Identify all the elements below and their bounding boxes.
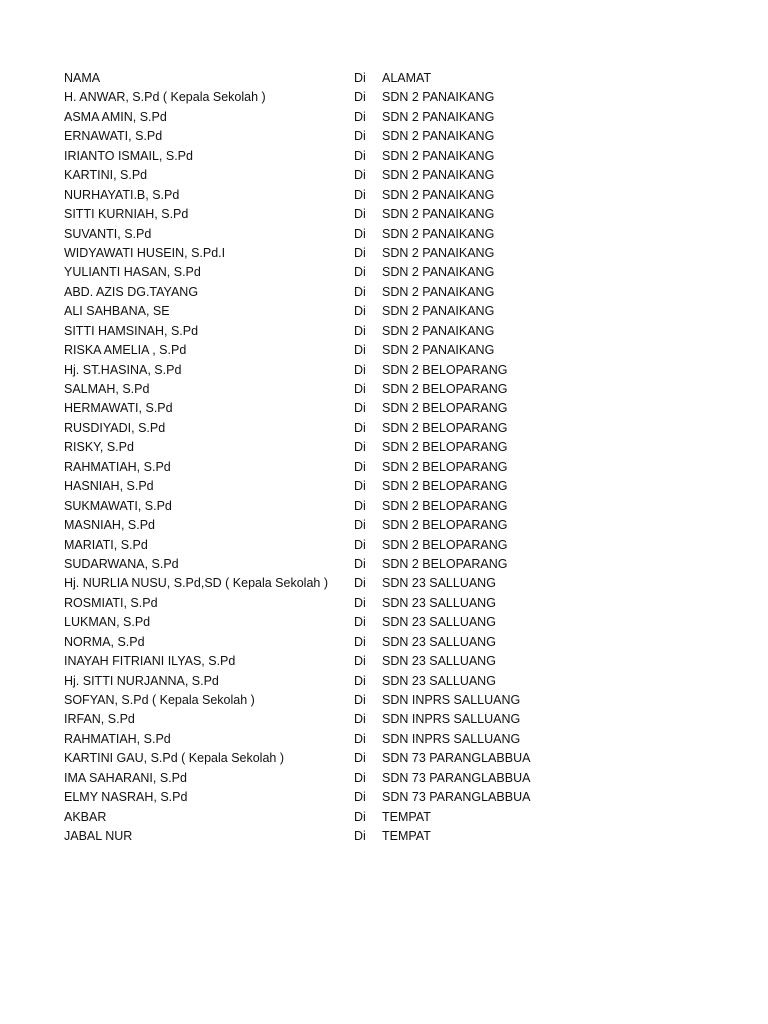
row-di: Di — [354, 615, 366, 630]
row-di: Di — [354, 712, 366, 727]
row-address: SDN 2 BELOPARANG — [382, 420, 508, 435]
row-di: Di — [354, 109, 366, 124]
list-row — [64, 749, 704, 768]
row-address: SDN 2 PANAIKANG — [382, 90, 495, 105]
header-di: Di — [354, 71, 366, 85]
row-di: Di — [354, 187, 366, 202]
row-address: SDN 73 PARANGLABBUA — [382, 770, 531, 785]
row-di: Di — [354, 382, 366, 396]
row-name: RISKY, S.Pd — [64, 440, 134, 455]
row-address: SDN 2 PANAIKANG — [382, 265, 495, 280]
row-di: Di — [354, 770, 366, 785]
row-name: ELMY NASRAH, S.Pd — [64, 790, 188, 805]
row-address: SDN 2 BELOPARANG — [382, 401, 508, 416]
row-di: Di — [354, 693, 366, 707]
list-row — [64, 788, 704, 807]
row-name: YULIANTI HASAN, S.Pd — [64, 265, 201, 280]
row-address: SDN 23 SALLUANG — [382, 615, 496, 630]
row-di: Di — [354, 304, 366, 319]
row-address: SDN 2 BELOPARANG — [382, 556, 508, 571]
row-address: TEMPAT — [382, 809, 431, 824]
row-name: SUDARWANA, S.Pd — [64, 556, 179, 571]
list-row — [64, 244, 704, 263]
list-row — [64, 594, 704, 613]
row-name: SITTI KURNIAH, S.Pd — [64, 207, 189, 222]
row-name: SUKMAWATI, S.Pd — [64, 498, 172, 513]
row-di: Di — [354, 595, 366, 610]
row-di: Di — [354, 90, 366, 105]
list-row — [64, 574, 704, 593]
row-di: Di — [354, 751, 366, 766]
row-di: Di — [354, 634, 366, 649]
list-row — [64, 127, 704, 146]
row-name: IRIANTO ISMAIL, S.Pd — [64, 148, 193, 163]
row-di: Di — [354, 809, 366, 824]
row-di: Di — [354, 129, 366, 144]
row-name: IRFAN, S.Pd — [64, 712, 135, 727]
list-row — [64, 827, 704, 846]
row-di: Di — [354, 537, 366, 552]
list-row — [64, 730, 704, 749]
list-row — [64, 399, 704, 418]
row-name: RUSDIYADI, S.Pd — [64, 420, 166, 435]
row-address: SDN 2 PANAIKANG — [382, 323, 495, 338]
row-name: HERMAWATI, S.Pd — [64, 401, 173, 416]
row-name: ROSMIATI, S.Pd — [64, 595, 158, 610]
row-name: SALMAH, S.Pd — [64, 382, 150, 396]
row-name: KARTINI, S.Pd — [64, 168, 148, 183]
list-row — [64, 88, 704, 107]
row-di: Di — [354, 284, 366, 299]
row-name: SUVANTI, S.Pd — [64, 226, 152, 241]
row-address: SDN 2 BELOPARANG — [382, 479, 508, 494]
row-address: SDN 23 SALLUANG — [382, 634, 496, 649]
row-address: SDN 2 BELOPARANG — [382, 459, 508, 474]
row-di: Di — [354, 245, 366, 260]
row-address: SDN 2 PANAIKANG — [382, 109, 495, 124]
list-row — [64, 341, 704, 360]
row-di: Di — [354, 673, 366, 688]
row-name: ERNAWATI, S.Pd — [64, 129, 163, 144]
row-name: MARIATI, S.Pd — [64, 537, 148, 552]
header-name: NAMA — [64, 71, 101, 85]
row-name: ABD. AZIS DG.TAYANG — [64, 284, 199, 299]
row-name: MASNIAH, S.Pd — [64, 518, 155, 533]
list-row — [64, 263, 704, 282]
row-name: WIDYAWATI HUSEIN, S.Pd.I — [64, 245, 226, 260]
row-name: Hj. ST.HASINA, S.Pd — [64, 362, 182, 377]
row-di: Di — [354, 518, 366, 533]
row-address: SDN INPRS SALLUANG — [382, 693, 521, 707]
list-row — [64, 205, 704, 224]
row-address: SDN 23 SALLUANG — [382, 595, 496, 610]
row-address: SDN 2 BELOPARANG — [382, 498, 508, 513]
row-di: Di — [354, 148, 366, 163]
list-row — [64, 283, 704, 302]
list-row — [64, 633, 704, 652]
rows-container — [64, 88, 704, 846]
list-row — [64, 186, 704, 205]
row-address: SDN INPRS SALLUANG — [382, 731, 521, 746]
row-di: Di — [354, 790, 366, 805]
row-di: Di — [354, 168, 366, 183]
list-row — [64, 147, 704, 166]
row-di: Di — [354, 226, 366, 241]
row-di: Di — [354, 343, 366, 358]
list-row — [64, 322, 704, 341]
list-row — [64, 672, 704, 691]
row-address: SDN 2 PANAIKANG — [382, 207, 495, 222]
list-row — [64, 438, 704, 457]
row-name: H. ANWAR, S.Pd ( Kepala Sekolah ) — [64, 90, 266, 105]
row-name: JABAL NUR — [64, 829, 133, 844]
list-row — [64, 555, 704, 574]
row-di: Di — [354, 207, 366, 222]
row-address: SDN 2 PANAIKANG — [382, 304, 495, 319]
row-name: SOFYAN, S.Pd ( Kepala Sekolah ) — [64, 693, 255, 707]
list-row — [64, 419, 704, 438]
list-row — [64, 613, 704, 632]
row-name: Hj. SITTI NURJANNA, S.Pd — [64, 673, 219, 688]
row-di: Di — [354, 459, 366, 474]
row-address: SDN 2 PANAIKANG — [382, 148, 495, 163]
row-address: SDN INPRS SALLUANG — [382, 712, 521, 727]
row-address: SDN 2 PANAIKANG — [382, 168, 495, 183]
row-address: SDN 2 PANAIKANG — [382, 284, 495, 299]
list-row — [64, 710, 704, 729]
row-di: Di — [354, 731, 366, 746]
row-di: Di — [354, 829, 366, 844]
row-di: Di — [354, 401, 366, 416]
list-row — [64, 516, 704, 535]
row-name: ASMA AMIN, S.Pd — [64, 109, 167, 124]
row-name: RAHMATIAH, S.Pd — [64, 459, 171, 474]
row-address: SDN 2 PANAIKANG — [382, 129, 495, 144]
row-di: Di — [354, 576, 366, 591]
row-di: Di — [354, 498, 366, 513]
row-address: SDN 23 SALLUANG — [382, 654, 496, 669]
row-di: Di — [354, 479, 366, 494]
row-address: SDN 2 PANAIKANG — [382, 226, 495, 241]
row-di: Di — [354, 323, 366, 338]
list-row — [64, 458, 704, 477]
row-name: RISKA AMELIA , S.Pd — [64, 343, 187, 358]
row-di: Di — [354, 440, 366, 455]
row-address: SDN 73 PARANGLABBUA — [382, 790, 531, 805]
row-address: SDN 2 BELOPARANG — [382, 382, 508, 396]
list-row — [64, 652, 704, 671]
row-name: HASNIAH, S.Pd — [64, 479, 154, 494]
row-address: SDN 73 PARANGLABBUA — [382, 751, 531, 766]
list-row — [64, 302, 704, 321]
row-di: Di — [354, 420, 366, 435]
row-address: TEMPAT — [382, 829, 431, 844]
document-list — [64, 69, 704, 847]
list-row — [64, 769, 704, 788]
list-row — [64, 477, 704, 496]
list-row — [64, 166, 704, 185]
list-row — [64, 808, 704, 827]
row-name: NORMA, S.Pd — [64, 634, 145, 649]
row-name: ALI SAHBANA, SE — [64, 304, 170, 319]
row-di: Di — [354, 265, 366, 280]
row-name: RAHMATIAH, S.Pd — [64, 731, 171, 746]
list-row — [64, 380, 704, 399]
list-row — [64, 536, 704, 555]
row-name: AKBAR — [64, 809, 107, 824]
row-address: SDN 2 PANAIKANG — [382, 245, 495, 260]
row-name: SITTI HAMSINAH, S.Pd — [64, 323, 199, 338]
row-address: SDN 23 SALLUANG — [382, 576, 496, 591]
header-row — [64, 69, 704, 88]
row-address: SDN 23 SALLUANG — [382, 673, 496, 688]
row-address: SDN 2 BELOPARANG — [382, 362, 508, 377]
row-address: SDN 2 BELOPARANG — [382, 518, 508, 533]
list-row — [64, 361, 704, 380]
row-name: LUKMAN, S.Pd — [64, 615, 151, 630]
row-address: SDN 2 BELOPARANG — [382, 440, 508, 455]
row-address: SDN 2 BELOPARANG — [382, 537, 508, 552]
list-row — [64, 225, 704, 244]
list-row — [64, 691, 704, 710]
row-address: SDN 2 PANAIKANG — [382, 343, 495, 358]
row-name: KARTINI GAU, S.Pd ( Kepala Sekolah ) — [64, 751, 285, 766]
row-name: Hj. NURLIA NUSU, S.Pd,SD ( Kepala Sekolah ) — [64, 576, 328, 591]
row-name: IMA SAHARANI, S.Pd — [64, 770, 187, 785]
header-address: ALAMAT — [382, 71, 432, 85]
row-name: NURHAYATI.B, S.Pd — [64, 187, 180, 202]
row-address: SDN 2 PANAIKANG — [382, 187, 495, 202]
row-name: INAYAH FITRIANI ILYAS, S.Pd — [64, 654, 236, 669]
row-di: Di — [354, 654, 366, 669]
list-row — [64, 108, 704, 127]
list-row — [64, 497, 704, 516]
row-di: Di — [354, 362, 366, 377]
row-di: Di — [354, 556, 366, 571]
